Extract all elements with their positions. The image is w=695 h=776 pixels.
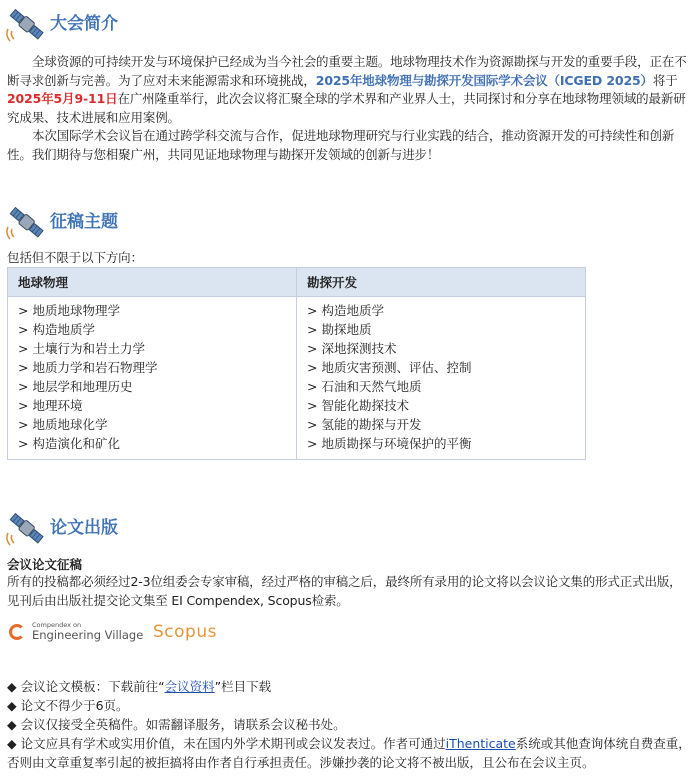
indexing-logos [9,621,269,647]
guideline-text: ◆ 论文应具有学术或实用价值，未在国内外学术期刊或会议发表过。作者可通过 [7,736,446,751]
intro-title: 大会简介 [50,14,118,34]
column-header-exploration: 勘探开发 [297,268,586,297]
satellite-icon [6,509,46,549]
satellite-icon [6,5,46,45]
list-item: > 深地探测技术 [307,341,397,356]
list-item: > 地质勘探与环境保护的平衡 [307,436,472,451]
topics-table [7,267,586,460]
ithenticate-link[interactable]: iThenticate [445,736,516,751]
publication-description: 所有的投稿都必须经过2-3位组委会专家审稿，经过严格的审稿之后，最终所有录用的论文将以会议论文集的形式正式出版，见刊后由出版社提交论文集至 EI Compendex, Scopus检索。 [7,574,682,608]
guideline-language: ◆ 会议仅接受全英稿件。如需翻译服务，请联系会议秘书处。 [7,717,346,732]
topics-title: 征稿主题 [50,212,118,232]
guideline-text: ◆ 会议论文模板：下载前往“ [7,679,165,694]
conference-materials-link[interactable]: 会议资料 [164,679,215,694]
publication-title: 论文出版 [50,518,118,538]
guideline-pages: ◆ 论文不得少于6页。 [7,698,129,713]
list-item: > 地质地球化学 [18,417,108,432]
list-item: > 地质力学和岩石物理学 [18,360,158,375]
intro-section [0,5,695,45]
list-item: > 氢能的勘探与开发 [307,417,422,432]
list-item: > 构造演化和矿化 [18,436,120,451]
conference-name: 2025年地球物理与勘探开发国际学术会议（ICGED 2025） [315,72,653,88]
guideline-text: 系统或其他查询体统自费查重，否则由文章重复率引起的被拒搞将由作者自行承担责任。涉嫌抄袭的论文将不被出版，且公布在会议主页。 [7,736,691,770]
guideline-template [7,677,691,696]
intro-heading [0,5,695,45]
list-item: > 地层学和地理历史 [18,379,133,394]
intro-text: 将于 [652,72,678,88]
publication-section [0,509,695,549]
list-item: > 勘探地质 [307,322,372,337]
topics-section [0,203,695,243]
exploration-topics [297,297,586,460]
table-header-row [8,268,586,297]
topics-heading [0,203,695,243]
list-item: > 构造地质学 [18,322,95,337]
call-for-papers-heading: 会议论文征稿 [7,557,83,572]
list-item: > 地理环境 [18,398,83,413]
publication-heading [0,509,695,549]
conference-date: 2025年5月9-11日 [7,91,118,106]
topics-intro: 包括但不限于以下方向： [7,250,143,265]
guideline-text: ”栏目下载 [214,679,272,694]
scopus-logo: Scopus [153,622,217,642]
list-item: > 智能化勘探技术 [307,398,409,413]
list-item: > 地质灾害预测、评估、控制 [307,360,472,375]
intro-paragraph-1 [7,53,691,127]
engineering-village-logo [9,621,144,647]
intro-text: 全球资源的可持续开发与环境保护已经成为当今社会的重要主题。地球物理技术作为资源勘探与开发的重要手段，正在不断寻求创新与完善。为了应对未来能源需求和环境挑战， [7,54,687,88]
intro-paragraph-2: 本次国际学术会议旨在通过跨学科交流与合作，促进地球物理研究与行业实践的结合，推动资源开发的可持续性和创新性。我们期待与您相聚广州，共同见证地球物理与勘探开发领域的创新与进步！ [7,128,675,162]
logo-text: Engineering Village [32,628,144,642]
list-item: > 构造地质学 [307,303,384,318]
intro-text: 在广州隆重举行，此次会议将汇聚全球的学术界和产业界人士，共同探讨和分享在地球物理领域的最新研究成果、技术进展和应用案例。 [7,91,686,125]
table-row [8,297,586,460]
submission-guidelines [7,677,691,772]
guideline-originality [7,734,691,772]
satellite-icon [6,203,46,243]
list-item: > 地质地球物理学 [18,303,120,318]
list-item: > 石油和天然气地质 [307,379,422,394]
column-header-geophysics: 地球物理 [8,268,297,297]
logo-text: Compendex on [32,621,82,629]
engineering-village-icon [9,624,25,640]
list-item: > 土壤行为和岩土力学 [18,341,145,356]
geophysics-topics [8,297,297,460]
